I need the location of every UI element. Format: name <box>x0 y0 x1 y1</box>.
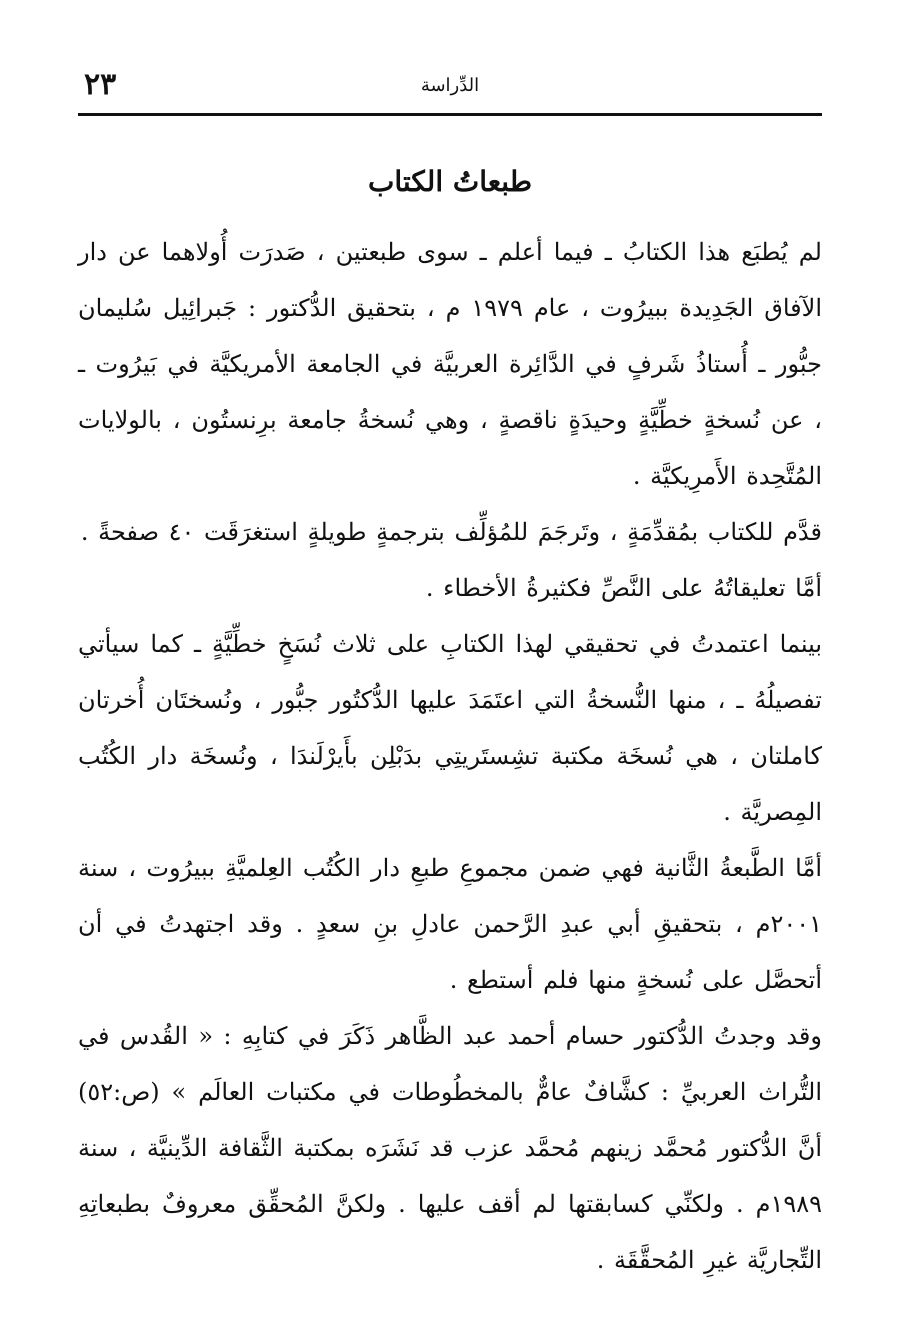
paragraph: بينما اعتمدتُ في تحقيقي لهذا الكتابِ على ثلاث نُسَخٍ خطِّيَّةٍ ـ كما سيأتي تفصيلُهُ ـ ، منها النُّسخةُ التي اعتَمَدَ عليها الدُّكتُور جبُّور ، ونُسختَان أُخرتان كاملتان ، هي نُسخَة مكتبة تشِستَريتِي بدَبْلِن بأَيرْلَندَا ، ونُسخَة دار الكُتُب المِصريَّة . <box>78 630 822 826</box>
page-number: ٢٣ <box>84 67 117 102</box>
paragraph: أمَّا تعليقاتُهُ على النَّصِّ فكثيرةُ الأخطاء . <box>425 574 822 602</box>
paragraph: لم يُطبَع هذا الكتابُ ـ فيما أعلم ـ سوى طبعتين ، صَدرَت أُولاهما عن دار الآفاق الجَدِيدة ببيرُوت ، عام ١٩٧٩ م ، بتحقيق الدُّكتور : جَبرائِيل سُليمان جبُّور ـ أُستاذُ شَرفٍ في الدَّائِرة العربيَّة في الجامعة الأمريكيَّة في بَيرُوت ـ ، عن نُسخةٍ خطِّيَّةٍ وحيدَةٍ ناقصةٍ ، وهي نُسخةُ جامعة برِنستُون ، بالولايات المُتَّحِدة الأَمرِيكيَّة . <box>78 238 822 490</box>
document-page <box>78 60 822 1288</box>
paragraph: وقد وجدتُ الدُّكتور حسام أحمد عبد الظَّاهر ذَكَرَ في كتابِهِ : « القُدس في التُّراث العربيِّ : كشَّافٌ عامٌّ بالمخطُوطات في مكتبات العالَم » (ص:٥٢) أنَّ الدُّكتور مُحمَّد زينهم مُحمَّد عزب قد نَشَرَه بمكتبة الثَّقافة الدِّينيَّة ، سنة ١٩٨٩م . ولكنِّي كسابقتها لم أقف عليها . ولكنَّ المُحقِّق معروفٌ بطبعاتِهِ التِّجاريَّة غيرِ المُحقَّقَة . <box>78 1022 822 1274</box>
section-title: طبعاتُ الكتاب <box>368 165 532 198</box>
running-header-title: الدِّراسة <box>420 75 480 96</box>
page-header <box>78 60 822 114</box>
body-text <box>78 224 822 1288</box>
paragraph: أمَّا الطَّبعةُ الثَّانية فهي ضمن مجموعِ طبعِ دار الكُتُب العِلميَّةِ ببيرُوت ، سنة ٢٠٠١م ، بتحقيقِ أبي عبدِ الرَّحمن عادلِ بنِ سعدٍ . وقد اجتهدتُ في أن أتحصَّل على نُسخةٍ منها فلم أستطع . <box>78 854 822 994</box>
header-rule <box>78 113 822 116</box>
paragraph: قدَّم للكتاب بمُقدِّمَةٍ ، وتَرجَمَ للمُؤلِّف بترجمةٍ طويلةٍ استغرَقَت ٤٠ صفحةً . <box>80 518 822 546</box>
